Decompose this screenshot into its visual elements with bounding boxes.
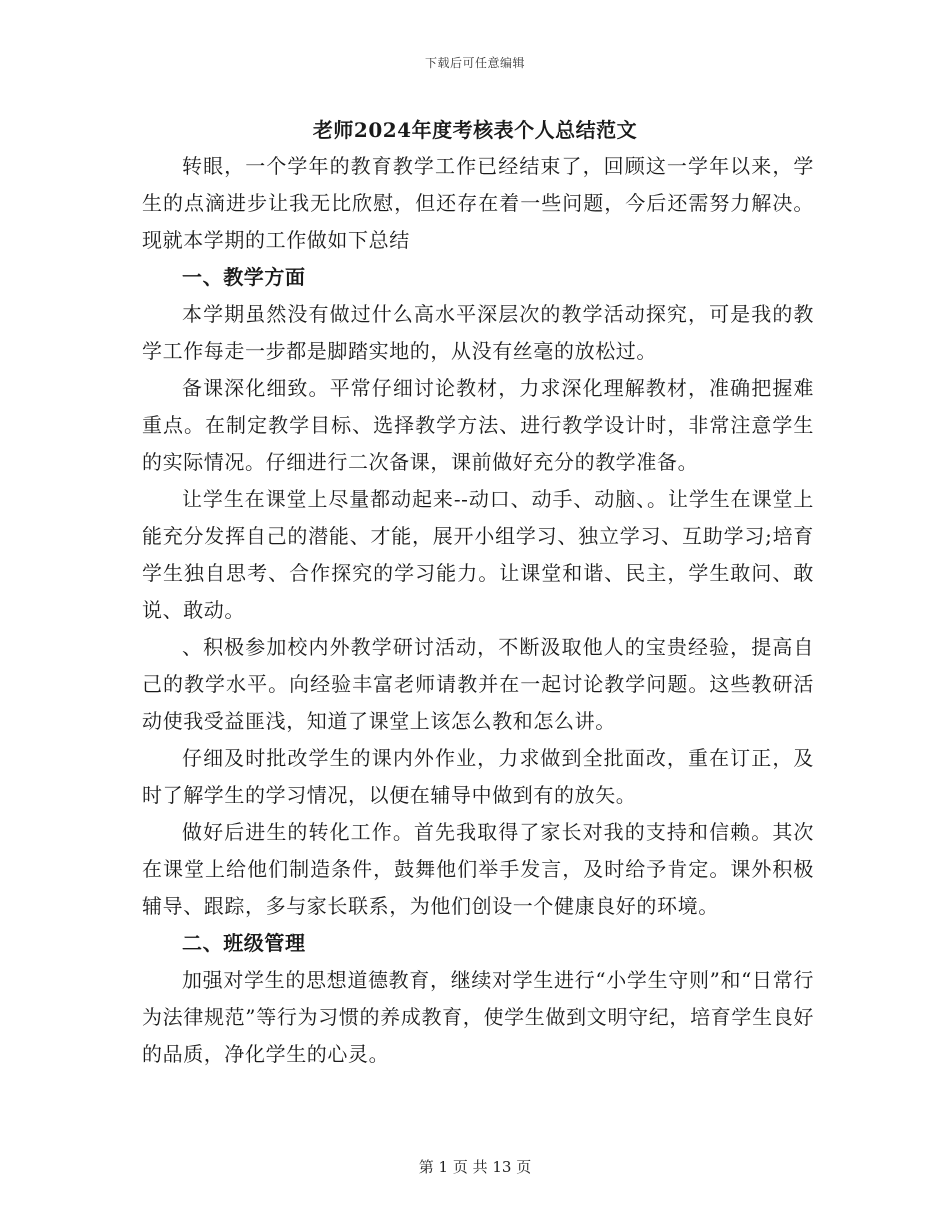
teaching-paragraph-6: 做好后进生的转化工作。首先我取得了家长对我的支持和信赖。其次在课堂上给他们制造条件，鼓舞他们举手发言，及时给予肯定。课外积极辅导、跟踪，多与家长联系，为他们创设一个健康良好的环境。 [142, 820, 814, 918]
teaching-paragraph-3: 让学生在课堂上尽量都动起来--动口、动手、动脑、。让学生在课堂上能充分发挥自己的潜能、才能，展开小组学习、独立学习、互助学习;培育学生独自思考、合作探究的学习能力。让课堂和谐、民主，学生敢问、敢说、敢动。 [142, 487, 814, 622]
section-heading-teaching: 一、教学方面 [182, 265, 306, 289]
class-management-paragraph-1: 加强对学生的思想道德教育，继续对学生进行“小学生守则”和“日常行为法律规范”等行为习惯的养成教育，使学生做到文明守纪，培育学生良好的品质，净化学生的心灵。 [142, 968, 814, 1066]
teaching-paragraph-5: 仔细及时批改学生的课内外作业，力求做到全批面改，重在订正，及时了解学生的学习情况，以便在辅导中做到有的放矢。 [142, 746, 814, 807]
page-number: 第 1 页 共 13 页 [418, 1158, 532, 1176]
section-heading-class-management: 二、班级管理 [182, 931, 306, 955]
intro-paragraph: 转眼，一个学年的教育教学工作已经结束了，回顾这一学年以来，学生的点滴进步让我无比欣慰，但还存在着一些问题，今后还需努力解决。现就本学期的工作做如下总结 [142, 154, 814, 252]
teaching-paragraph-1: 本学期虽然没有做过什么高水平深层次的教学活动探究，可是我的教学工作每走一步都是脚踏实地的，从没有丝毫的放松过。 [142, 302, 814, 363]
header-note: 下载后可任意编辑 [424, 56, 525, 70]
teaching-paragraph-4: 、积极参加校内外教学研讨活动，不断汲取他人的宝贵经验，提高自己的教学水平。向经验丰富老师请教并在一起讨论教学问题。这些教研活动使我受益匪浅，知道了课堂上该怎么教和怎么讲。 [142, 635, 814, 733]
teaching-paragraph-2: 备课深化细致。平常仔细讨论教材，力求深化理解教材，准确把握难重点。在制定教学目标、选择教学方法、进行教学设计时，非常注意学生的实际情况。仔细进行二次备课，课前做好充分的教学准备。 [142, 376, 814, 474]
document-title: 老师2024年度考核表个人总结范文 [312, 118, 638, 142]
document-body [142, 148, 814, 1073]
